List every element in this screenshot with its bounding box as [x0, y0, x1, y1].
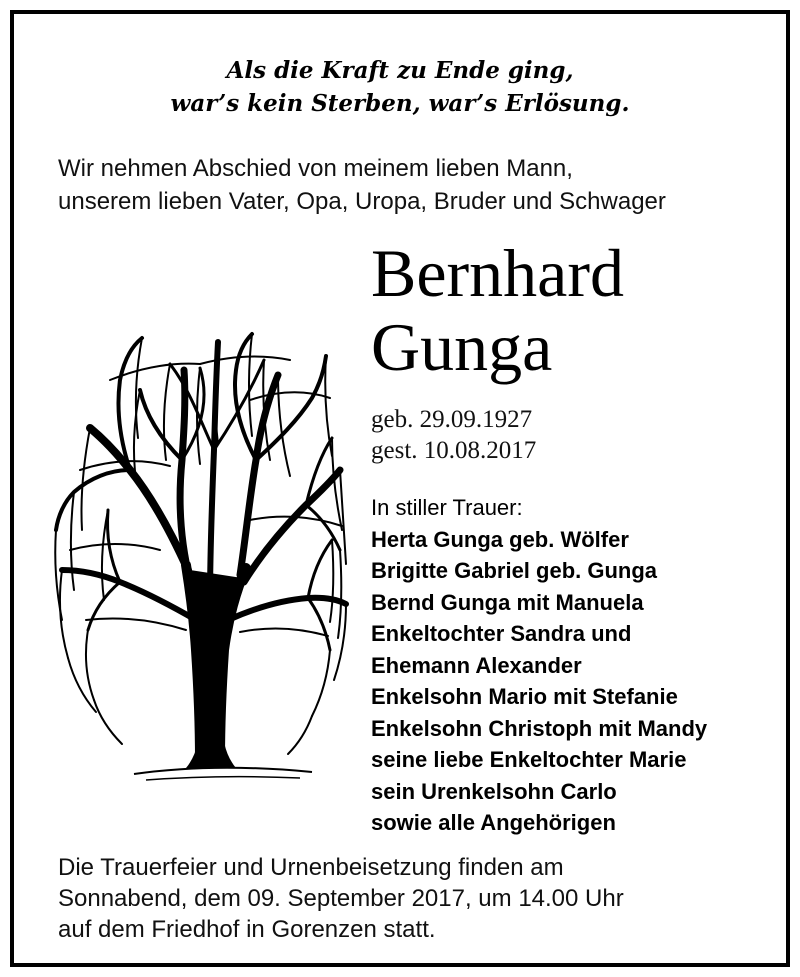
intro-line-1: Wir nehmen Abschied von meinem lieben Mann,	[58, 155, 573, 182]
service-line-3: auf dem Friedhof in Gorenzen statt.	[58, 916, 436, 943]
deceased-last-name: Gunga	[371, 309, 553, 385]
death-date: gest. 10.08.2017	[371, 437, 537, 464]
obituary-frame	[10, 10, 790, 967]
birth-date: geb. 29.09.1927	[371, 406, 533, 433]
mourner-name: seine liebe Enkeltochter Marie	[371, 747, 687, 772]
intro-text	[58, 152, 666, 218]
mourner-name: sowie alle Angehörigen	[371, 810, 616, 835]
motto-line-2: war’s kein Sterben, war’s Erlösung.	[170, 90, 630, 117]
mourner-name: Enkelsohn Mario mit Stefanie	[371, 684, 678, 709]
life-dates	[371, 404, 536, 466]
weeping-willow-tree-icon	[50, 320, 350, 786]
mourner-name: Herta Gunga geb. Wölfer	[371, 526, 629, 552]
mourner-name: Ehemann Alexander	[371, 652, 582, 678]
mourner-name: Brigitte Gabriel geb. Gunga	[371, 558, 658, 583]
service-info	[58, 852, 624, 945]
mourner-name: Bernd Gunga mit Manuela	[371, 589, 644, 615]
mourners-list	[371, 492, 707, 839]
intro-line-2: unserem lieben Vater, Opa, Uropa, Bruder und Schwager	[58, 188, 666, 215]
motto-line-1: Als die Kraft zu Ende ging,	[226, 57, 574, 84]
mourner-name: Enkelsohn Christoph mit Mandy	[371, 715, 708, 741]
mourners-lead: In stiller Trauer:	[371, 495, 523, 520]
deceased-first-name: Bernhard	[371, 235, 625, 311]
motto	[14, 54, 786, 120]
service-line-2: Sonnabend, dem 09. September 2017, um 14.00 Uhr	[58, 885, 624, 912]
mourner-name: Enkeltochter Sandra und	[371, 621, 632, 646]
mourner-name: sein Urenkelsohn Carlo	[371, 778, 617, 804]
service-line-1: Die Trauerfeier und Urnenbeisetzung finden am	[58, 854, 564, 881]
deceased-name	[371, 236, 624, 384]
